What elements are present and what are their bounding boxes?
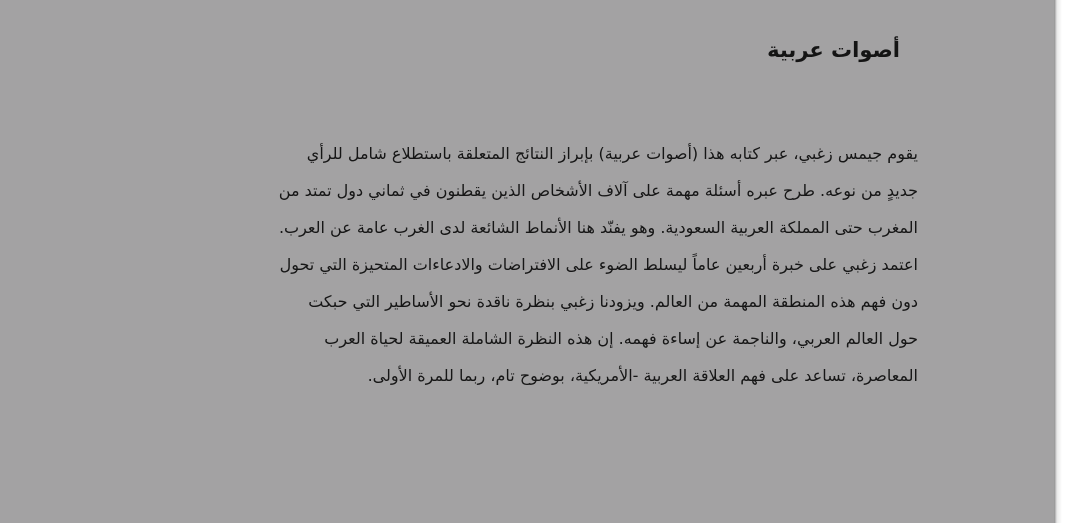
description-line-4: اعتمد زغبي على خبرة أربعين عاماً ليسلط الضوء على الافتراضات والادعاءات المتحيزة التي تحول: [279, 255, 918, 274]
description-line-5: دون فهم هذه المنطقة المهمة من العالم. ويزودنا زغبي بنظرة ناقدة نحو الأساطير التي حبكت: [308, 292, 918, 311]
book-description: [128, 135, 918, 394]
description-line-3: المغرب حتى المملكة العربية السعودية. وهو يفنّد هنا الأنماط الشائعة لدى الغرب عامة عن العرب.: [278, 218, 918, 237]
description-line-2: جديدٍ من نوعه. طرح عبره أسئلة مهمة على آلاف الأشخاص الذين يقطنون في ثماني دول تمتد من: [278, 181, 918, 200]
description-line-6: حول العالم العربي، والناجمة عن إساءة فهمه. إن هذه النظرة الشاملة العميقة لحياة العرب: [324, 329, 918, 348]
description-line-7: المعاصرة، تساعد على فهم العلاقة العربية -الأمريكية، بوضوح تام، ربما للمرة الأولى.: [367, 366, 918, 385]
scan-page-edge: [1054, 0, 1070, 523]
book-title: أصوات عربية: [767, 38, 900, 62]
description-line-1: يقوم جيمس زغبي، عبر كتابه هذا (أصوات عربية) بإبراز النتائج المتعلقة باستطلاع شامل للرأي: [306, 144, 918, 163]
